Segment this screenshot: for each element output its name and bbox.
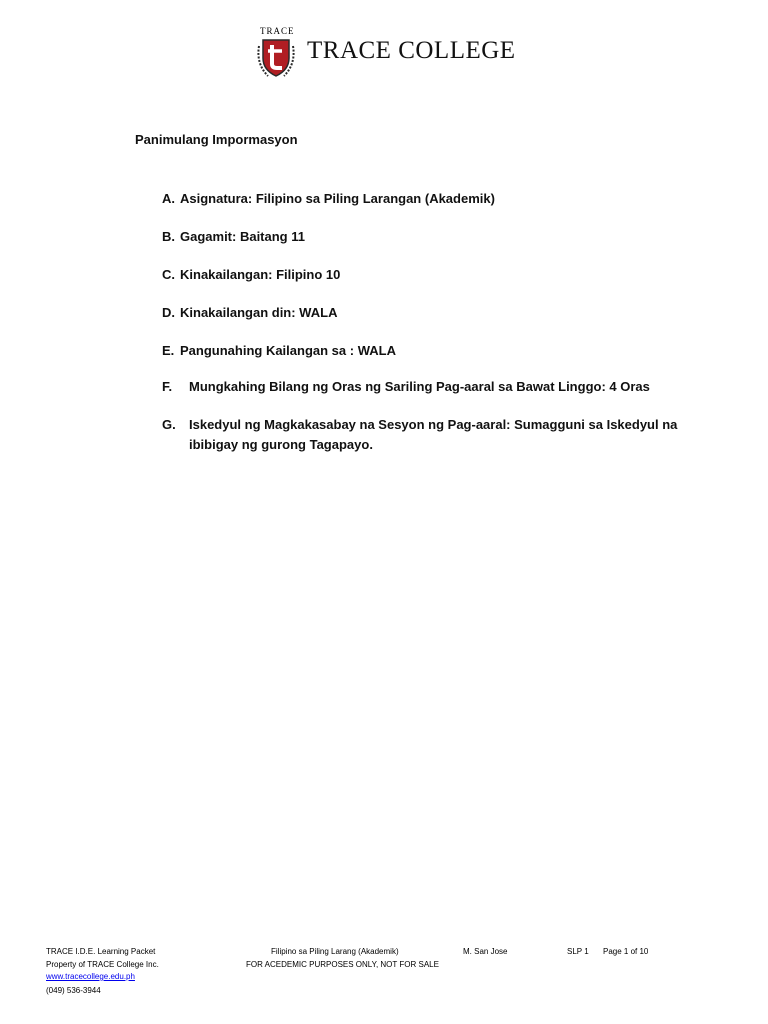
item-letter: C. [162,267,175,282]
college-name: TRACE COLLEGE [307,37,516,64]
logo-small-text: TRACE [260,26,295,36]
footer-website-link[interactable]: www.tracecollege.edu.ph [46,972,135,981]
footer-page-number: Page 1 of 10 [603,947,649,956]
item-text: Iskedyul ng Magkakasabay na Sesyon ng Pag-aaral: Sumagguni sa Iskedyul na ibibigay ng gurong Tagapayo. [189,417,678,452]
item-text: Pangunahing Kailangan sa : WALA [180,343,396,358]
item-letter: D. [162,305,175,320]
footer-subject: Filipino sa Piling Larang (Akademik) [271,947,399,956]
item-text: Mungkahing Bilang ng Oras ng Sariling Pag-aaral sa Bawat Linggo: 4 Oras [189,379,650,394]
item-letter: G. [162,417,176,432]
college-shield-logo [256,36,296,80]
item-text: Kinakailangan: Filipino 10 [180,267,341,282]
footer-slp: SLP 1 [567,947,589,956]
item-letter: B. [162,229,175,244]
item-letter: E. [162,343,175,358]
footer-property: Property of TRACE College Inc. [46,960,159,969]
item-text: Kinakailangan din: WALA [180,305,338,320]
list-item [162,265,340,285]
footer-phone: (049) 536-3944 [46,986,101,995]
item-text: Gagamit: Baitang 11 [180,229,305,244]
footer-disclaimer: FOR ACEDEMIC PURPOSES ONLY, NOT FOR SALE [246,960,439,969]
list-item [162,415,682,455]
list-item [162,303,337,323]
footer-packet-title: TRACE I.D.E. Learning Packet [46,947,156,956]
list-item [162,377,650,397]
item-text: Asignatura: Filipino sa Piling Larangan (Akademik) [180,191,495,206]
footer-author: M. San Jose [463,947,508,956]
item-letter: A. [162,191,175,206]
college-header [252,26,522,86]
list-item [162,227,305,247]
list-item [162,341,396,361]
list-item [162,189,495,209]
page-footer [0,946,768,1006]
section-title: Panimulang Impormasyon [135,132,298,147]
item-letter: F. [162,379,173,394]
